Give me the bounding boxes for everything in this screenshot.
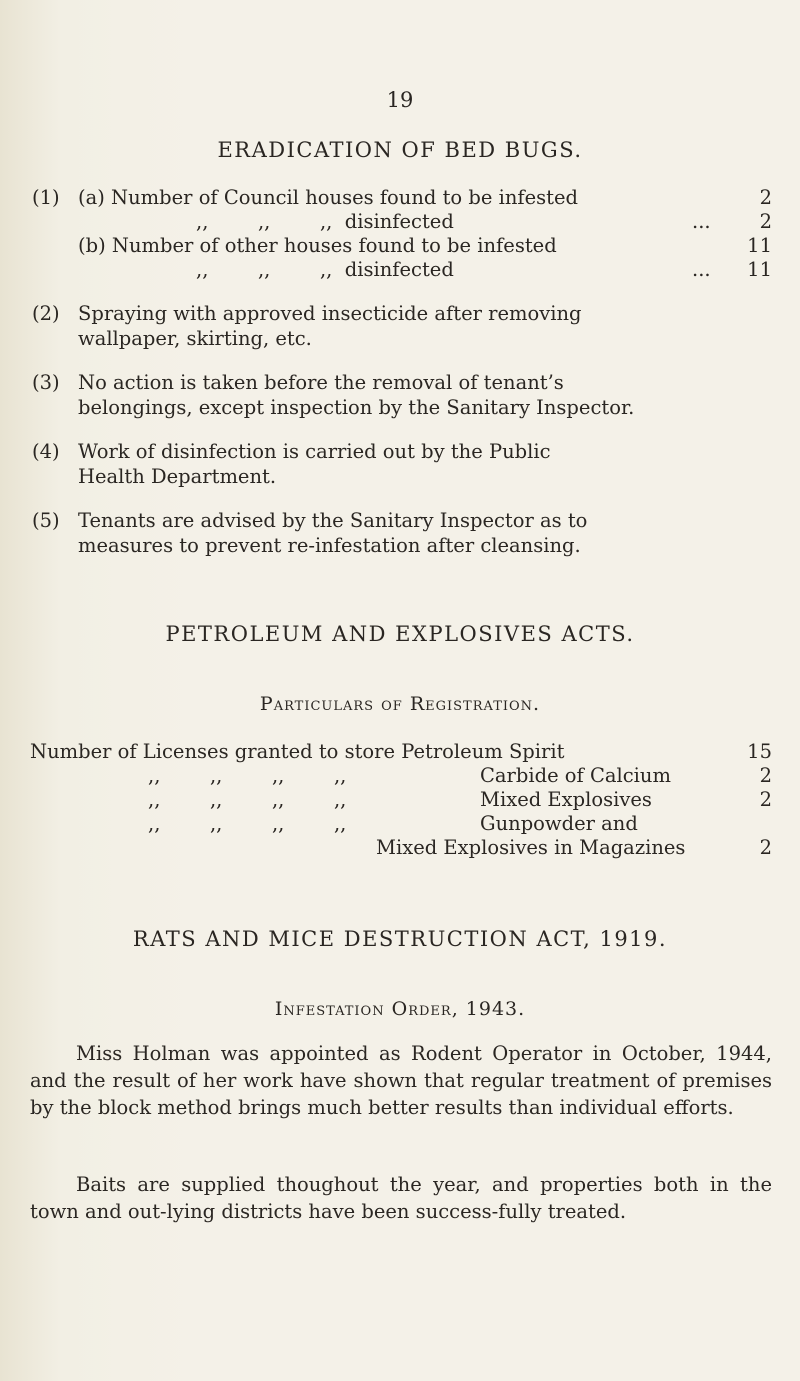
baits-paragraph: Baits are supplied thoughout the year, and properties both in the town and out-lying districts have been success-fully treated.	[30, 1173, 772, 1223]
rats-mice-heading: RATS AND MICE DESTRUCTION ACT, 1919.	[132, 927, 668, 951]
item-5-number: (5)	[32, 509, 60, 532]
item-1a-value: 2	[759, 186, 772, 209]
licenses-row-3-value: 2	[759, 788, 772, 811]
item-1a-label: (a) Number of Council houses found to be infested	[78, 186, 579, 209]
infestation-order-subheading: Infestation Order, 1943.	[274, 998, 526, 1020]
item-3-line2: belongings, except inspection by the Sanitary Inspector.	[78, 396, 635, 419]
item-3-line1: No action is taken before the removal of tenant’s	[78, 371, 564, 394]
page-number: 19	[386, 88, 414, 112]
item-1a2-value: 2	[759, 210, 772, 233]
petroleum-subheading: Particulars of Registration.	[259, 693, 541, 715]
bed-bugs-heading: ERADICATION OF BED BUGS.	[217, 138, 583, 162]
item-1b2-value: 11	[747, 258, 772, 281]
licenses-row-1-label: Number of Licenses granted to store Petroleum Spirit	[30, 740, 565, 763]
licenses-row-2-ditto: ,, ,, ,, ,,	[148, 764, 347, 787]
item-1b2-ditto: ,, ,, ,, disinfected	[196, 258, 454, 281]
item-2-line2: wallpaper, skirting, etc.	[78, 327, 312, 350]
item-4-line1: Work of disinfection is carried out by the Public	[78, 440, 551, 463]
licenses-row-2-value: 2	[759, 764, 772, 787]
item-1b-label: (b) Number of other houses found to be infested	[78, 234, 557, 257]
item-1a2-ditto: ,, ,, ,, disinfected	[196, 210, 454, 233]
item-2-number: (2)	[32, 302, 60, 325]
item-1b-value: 11	[747, 234, 772, 257]
item-1-number: (1)	[32, 186, 60, 209]
petroleum-heading: PETROLEUM AND EXPLOSIVES ACTS.	[165, 622, 635, 646]
licenses-row-1-value: 15	[747, 740, 772, 763]
licenses-row-2-label: Carbide of Calcium	[480, 764, 671, 787]
item-2-line1: Spraying with approved insecticide after removing	[78, 302, 582, 325]
item-1b2-dots: ...	[692, 258, 711, 281]
item-4-number: (4)	[32, 440, 60, 463]
item-4-line2: Health Department.	[78, 465, 277, 488]
rodent-operator-paragraph: Miss Holman was appointed as Rodent Operator in October, 1944, and the result of her work have shown that regular treatment of premises by the block method brings much better results than individual efforts.	[30, 1042, 772, 1119]
licenses-row-4-ditto: ,, ,, ,, ,,	[148, 812, 347, 835]
item-3-number: (3)	[32, 371, 60, 394]
licenses-row-5-label: Mixed Explosives in Magazines	[376, 836, 686, 859]
licenses-row-4-label: Gunpowder and	[480, 812, 638, 835]
item-5-line2: measures to prevent re-infestation after cleansing.	[78, 534, 581, 557]
licenses-row-3-ditto: ,, ,, ,, ,,	[148, 788, 347, 811]
item-5-line1: Tenants are advised by the Sanitary Inspector as to	[78, 509, 588, 532]
licenses-row-5-value: 2	[759, 836, 772, 859]
item-1a2-dots: ...	[692, 210, 711, 233]
licenses-row-3-label: Mixed Explosives	[480, 788, 652, 811]
